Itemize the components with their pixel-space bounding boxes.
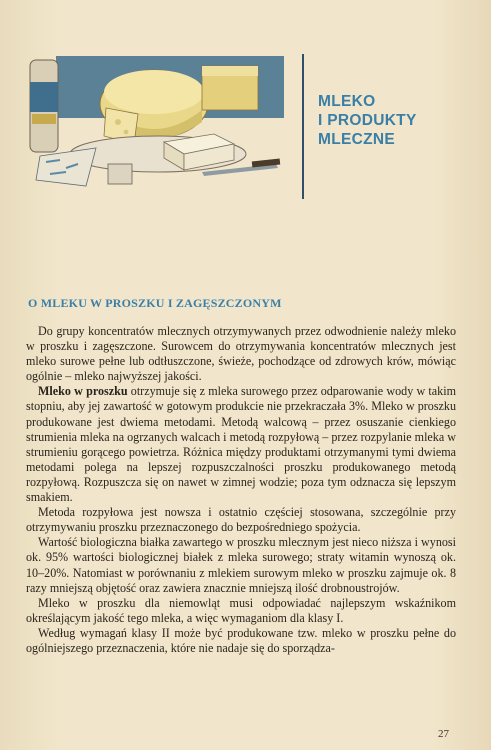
chapter-title [318,92,478,149]
paragraph-text: Wartość biologiczna białka zawartego w proszku mlecznym jest nieco niższa i wynosi ok. 95% wartości biologicznej białek z mleka surowego; straty witamin wynoszą ok. 10–20%. Natomiast w porównaniu z mlekiem surowym mleko w proszku zajmuje ok. 8 razy mniejszą objętość oraz zawiera znacznie mniejszą ilość drobnoustrojów. [26,535,456,595]
paragraph-text: Mleko w proszku dla niemowląt musi odpowiadać najlepszym wskaźnikom określającym jakość tego mleka, a więc wymaganiom dla klasy I. [26,595,456,625]
paragraph-text: otrzymuje się z mleka surowego przez odparowanie wody w takim stopniu, aby jej zawartość w gotowym produkcie nie przekraczała 3%. Mleko w proszku produkowane jest dwiema metodami. Metodą walcową – przez osuszanie cienkiego strumienia mleka na ogrzanych walcach i metodą rozpyłową – przez rozpylanie mleka w strumieniu gorącego powietrza. Różnica między produktami otrzymanymi tymi dwiema metodami polega na lepszej rozpuszczalności proszku produkowanego metodą rozpyłową. Rozpuszcza się on nawet w zimnej wodzie; poza tym odznacza się lepszym smakiem. [26,384,456,505]
chapter-title-line-3: MLECZNE [318,131,396,148]
paragraph-text: Do grupy koncentratów mlecznych otrzymywanych przez odwodnienie należy mleko w proszku i zagęszczone. Surowcem do otrzymywania koncentratów mlecznych jest mleko surowe pełne lub odtłuszczone, świeże, pochodzące od zdrowych krów, mówiąc ogólnie – mleko najwyższej jakości. [26,324,456,384]
body-text [26,324,456,656]
paragraph [26,626,456,656]
paragraph [26,324,456,384]
paragraph [26,535,456,595]
page-number: 27 [438,728,449,740]
chapter-title-line-2: I PRODUKTY [318,112,417,129]
paragraph-text: Według wymagań klasy II może być produkowane tzw. mleko w proszku pełne do ogólniejszego przeznaczenia, które nie nadaje się do sporządza- [26,625,456,655]
bold-term: Mleko w proszku [38,384,128,399]
chapter-title-line-1: MLEKO [318,93,376,110]
paragraph-text: Metoda rozpyłowa jest nowsza i ostatnio częściej stosowana, szczególnie przy otrzymywaniu proszku przeznaczonego do bezpośredniego spożycia. [26,505,456,535]
paragraph [26,505,456,535]
paragraph [26,384,456,505]
title-divider-rule [302,54,304,199]
section-heading: O MLEKU W PROSZKU I ZAGĘSZCZONYM [28,296,282,310]
dairy-products-illustration [26,52,288,197]
paragraph [26,596,456,626]
